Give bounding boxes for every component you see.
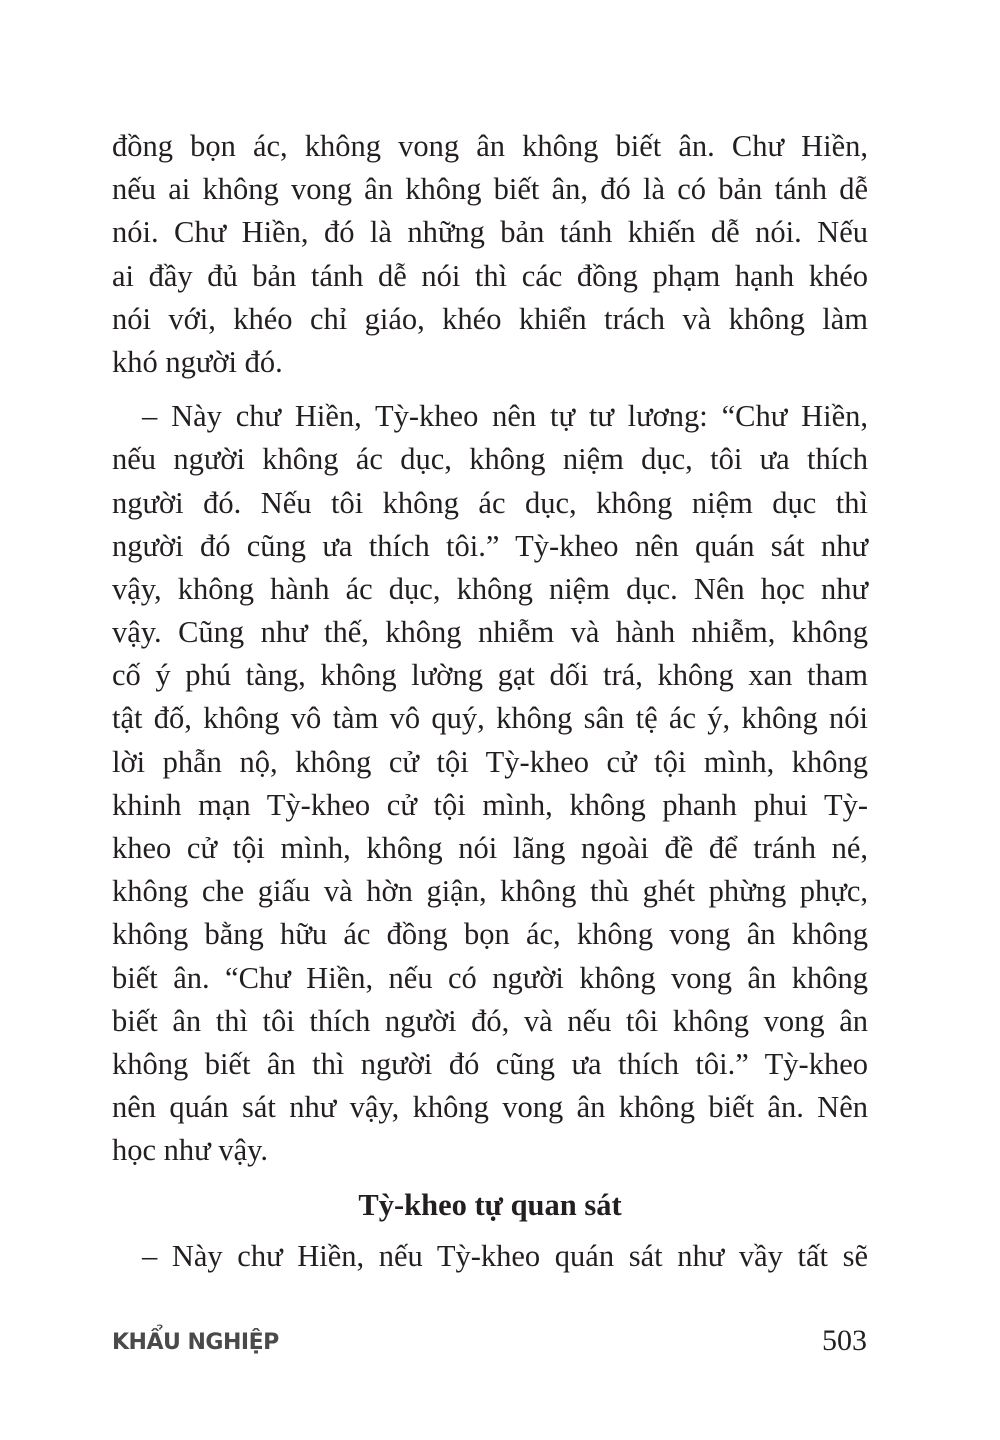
text-line: biết ân. “Chư Hiền, nếu có người không vong ân không <box>112 960 868 995</box>
text-line: biết ân thì tôi thích người đó, và nếu tôi không vong ân <box>112 1003 868 1038</box>
text-line: vậy, không hành ác dục, không niệm dục. Nên học như <box>112 571 868 606</box>
text-line: không bằng hữu ác đồng bọn ác, không vong ân không <box>112 917 868 952</box>
section-heading: Tỳ-kheo tự quan sát <box>358 1187 622 1222</box>
text-line: lời phẫn nộ, không cử tội Tỳ-kheo cử tội mình, không <box>112 744 868 779</box>
paragraph-1 <box>112 125 868 384</box>
text-line: người đó. Nếu tôi không ác dục, không niệm dục thì <box>112 485 868 520</box>
text-line: nếu ai không vong ân không biết ân, đó là có bản tánh dễ <box>112 172 868 207</box>
text-line: – Này chư Hiền, Tỳ-kheo nên tự tư lương: “Chư Hiền, <box>142 399 868 434</box>
text-line: khinh mạn Tỳ-kheo cử tội mình, không phanh phui Tỳ- <box>112 787 868 822</box>
text-line: không che giấu và hờn giận, không thù ghét phừng phực, <box>112 874 868 909</box>
text-line: cố ý phú tàng, không lường gạt dối trá, không xan tham <box>112 658 868 693</box>
page-body <box>112 125 868 1289</box>
text-line: đồng bọn ác, không vong ân không biết ân. Chư Hiền, <box>112 129 868 163</box>
text-line: nên quán sát như vậy, không vong ân không biết ân. Nên <box>112 1090 868 1125</box>
paragraph-3 <box>112 1235 868 1278</box>
text-line: ai đầy đủ bản tánh dễ nói thì các đồng phạm hạnh khéo <box>112 258 868 293</box>
running-footer-title: KHẨU NGHIỆP <box>112 1330 279 1355</box>
text-line: nếu người không ác dục, không niệm dục, tôi ưa thích <box>112 442 868 477</box>
text-line: – Này chư Hiền, nếu Tỳ-kheo quán sát như vầy tất sẽ <box>142 1238 868 1273</box>
text-line: khó người đó. <box>112 344 283 379</box>
text-line: học như vậy. <box>112 1133 268 1168</box>
paragraph-2 <box>112 395 868 1172</box>
text-line: vậy. Cũng như thế, không nhiễm và hành nhiễm, không <box>112 615 868 650</box>
text-line: nói với, khéo chỉ giáo, khéo khiển trách và không làm <box>112 301 868 336</box>
text-line: kheo cử tội mình, không nói lãng ngoài đề để tránh né, <box>112 831 868 865</box>
text-line: người đó cũng ưa thích tôi.” Tỳ-kheo nên quán sát như <box>112 528 868 563</box>
text-line: tật đố, không vô tàm vô quý, không sân tệ ác ý, không nói <box>112 701 868 736</box>
page-number: 503 <box>822 1324 867 1357</box>
text-line: không biết ân thì người đó cũng ưa thích tôi.” Tỳ-kheo <box>112 1046 868 1081</box>
text-line: nói. Chư Hiền, đó là những bản tánh khiến dễ nói. Nếu <box>112 215 868 250</box>
